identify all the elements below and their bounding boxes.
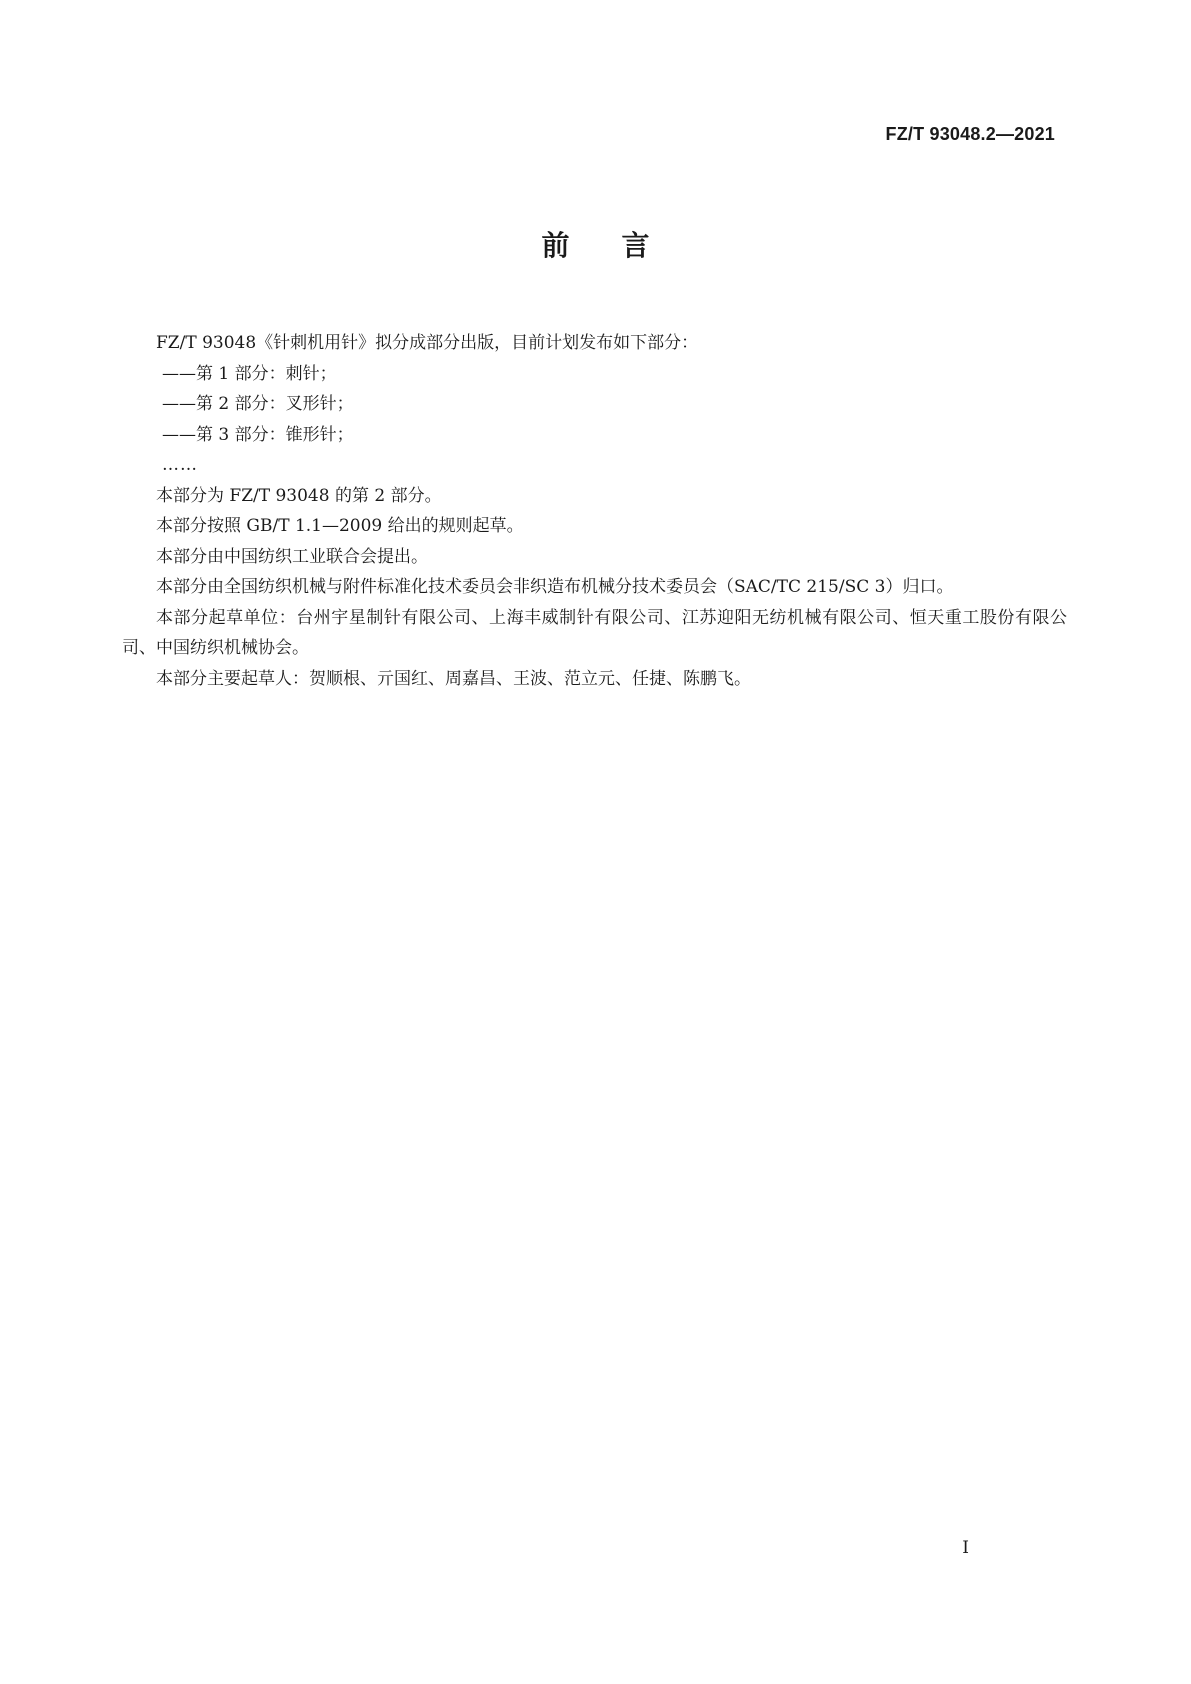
part-list-item: ——第 3 部分：锥形针； [162,424,354,445]
paragraph-proposer: 本部分由中国纺织工业联合会提出。 [156,546,428,567]
page-title: 前言 [541,229,702,262]
part-list-item: ——第 2 部分：叉形针； [162,394,354,414]
part-list-item: ——第 1 部分：刺针； [162,363,337,384]
paragraph-drafters: 本部分主要起草人：贺顺根、亓国红、周嘉昌、王波、范立元、任捷、陈鹏飞。 [156,668,751,689]
list-ellipsis: …… [162,455,198,475]
foreword-body [122,328,1067,694]
paragraph-technical-committee: 本部分由全国纺织机械与附件标准化技术委员会非织造布机械分技术委员会（SAC/TC 215/SC 3）归口。 [156,577,954,597]
intro-paragraph: FZ/T 93048《针刺机用针》拟分成部分出版，目前计划发布如下部分： [156,333,699,353]
paragraph-drafting-units: 本部分起草单位：台州宇星制针有限公司、上海丰威制针有限公司、江苏迎阳无纺机械有限公司、恒天重工股份有限公司、中国纺织机械协会。 [122,607,1067,658]
paragraph-drafting-rules: 本部分按照 GB/T 1.1—2009 给出的规则起草。 [156,516,524,536]
page-number: I [962,1538,969,1558]
standard-code: FZ/T 93048.2—2021 [885,124,1055,144]
paragraph-part-statement: 本部分为 FZ/T 93048 的第 2 部分。 [156,485,442,506]
